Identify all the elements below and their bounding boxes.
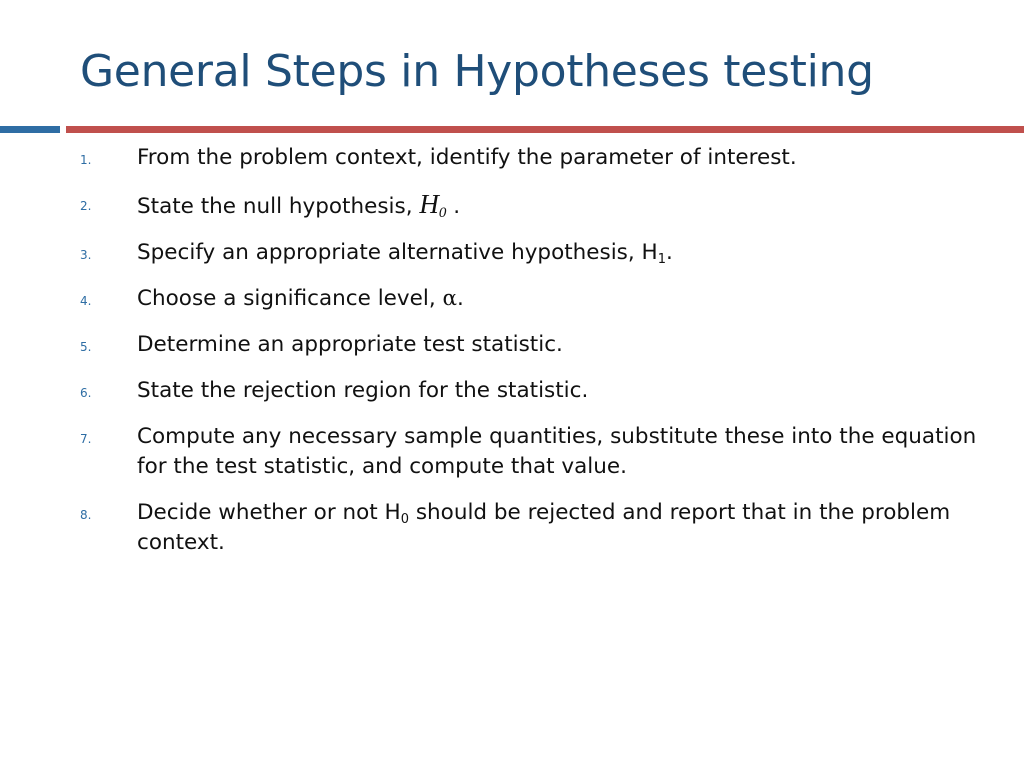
step-number: 2. [80, 199, 92, 213]
alpha-symbol: α [442, 286, 458, 311]
step-number: 8. [80, 508, 92, 522]
step-text-pre: Decide whether or not H [137, 500, 401, 525]
step-item [0, 284, 1024, 314]
step-text: Determine an appropriate test statistic. [137, 332, 563, 357]
step-item [0, 330, 1024, 360]
symbol-subscript: 1 [657, 252, 667, 267]
symbol-subscript: 0 [400, 512, 410, 527]
step-text-post: . [666, 240, 673, 265]
step-text [137, 500, 950, 555]
symbol-subscript: 0 [438, 205, 447, 221]
step-item [0, 143, 1024, 173]
step-text [137, 189, 461, 221]
step-number: 7. [80, 432, 92, 446]
step-text-post: should be rejected and report that in the problem context. [137, 500, 951, 555]
step-text-post: . [457, 286, 464, 311]
step-text-pre: State the null hypothesis, [137, 194, 420, 219]
title-rule [66, 126, 1024, 133]
null-hypothesis-symbol [419, 189, 446, 219]
step-number: 1. [80, 153, 92, 167]
step-text: State the rejection region for the statistic. [137, 378, 589, 403]
step-item [0, 238, 1024, 268]
slide-title: General Steps in Hypotheses testing [80, 46, 874, 97]
step-item [0, 498, 1024, 558]
step-text-pre: Specify an appropriate alternative hypothesis, H [137, 240, 658, 265]
step-text: Compute any necessary sample quantities, substitute these into the equation for the test statistic, and compute that value. [137, 424, 977, 479]
title-rule-accent [0, 126, 60, 133]
step-text [137, 286, 464, 311]
step-text: From the problem context, identify the parameter of interest. [137, 145, 797, 170]
step-item [0, 422, 1024, 482]
step-number: 4. [80, 294, 92, 308]
step-item [0, 376, 1024, 406]
step-number: 6. [80, 386, 92, 400]
step-text-post: . [446, 194, 461, 219]
step-text-pre: Choose a significance level, [137, 286, 443, 311]
steps-list [0, 143, 1024, 574]
step-text [137, 240, 673, 265]
step-number: 3. [80, 248, 92, 262]
step-item [0, 189, 1024, 222]
symbol-letter: H [419, 189, 439, 219]
step-number: 5. [80, 340, 92, 354]
